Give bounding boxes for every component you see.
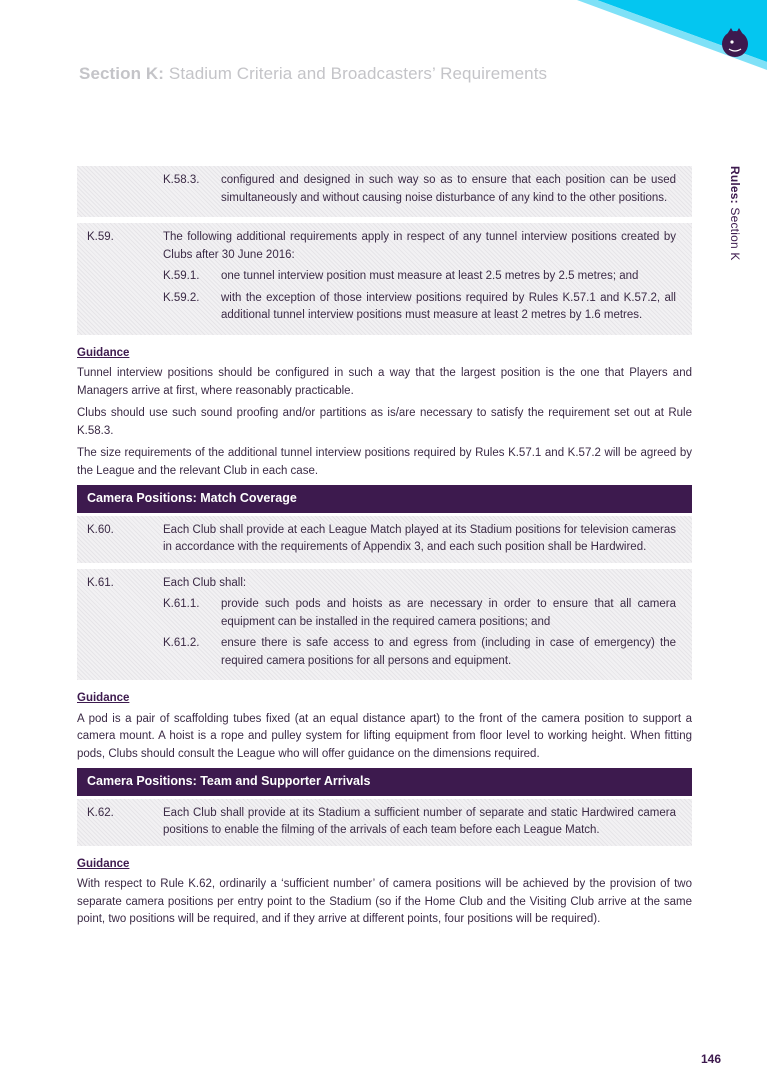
rule-block-k61 (77, 569, 692, 681)
rule-k62 (87, 805, 676, 840)
rule-row (87, 172, 676, 211)
rule-number: K.58.3. (163, 174, 200, 186)
rule-block-k62 (77, 799, 692, 846)
guidance-heading: Guidance (77, 346, 130, 359)
side-label-bold: Rules: (728, 166, 742, 204)
page-number: 146 (701, 1052, 722, 1066)
guidance-heading: Guidance (77, 692, 130, 704)
guidance-heading: Guidance (77, 857, 130, 870)
sub-rule-k61-1 (163, 596, 676, 631)
guidance-paragraph: A pod is a pair of scaffolding tubes fixed (at an equal distance apart) to the front of the camera position to support a camera mount. A hoist is a rope and pulley system for lifting equipment from floor level to working height. When fitting pods, Clubs should consult the League who will offer guidance on the dimensions required. (77, 712, 692, 760)
rule-block-k60 (77, 516, 692, 563)
sub-rule-k59-2 (163, 290, 676, 325)
section-title (79, 64, 547, 84)
rule-number: K.60. (87, 523, 114, 536)
rule-text: ensure there is safe access to and egress from (including in case of emergency) the required camera positions for all persons and equipment. (221, 637, 676, 667)
rule-number: K.59. (87, 231, 114, 243)
side-label-rest: Section K (728, 203, 742, 261)
guidance-paragraph: Clubs should use such sound proofing and/or partitions as is/are necessary to satisfy the requirement set out at Rule K.58.3. (77, 407, 692, 437)
rule-number: K.62. (87, 806, 114, 819)
rule-text: Each Club shall: (163, 576, 247, 589)
rule-text: one tunnel interview position must measure at least 2.5 metres by 2.5 metres; and (221, 270, 639, 282)
sub-rule-k59-1 (163, 268, 676, 286)
side-label (728, 166, 742, 261)
section-bar-match-coverage: Camera Positions: Match Coverage (77, 485, 692, 513)
guidance-paragraph: The size requirements of the additional tunnel interview positions required by Rules K.57.1 and K.57.2 will be agreed by the League and the relevant Club in each case. (77, 447, 692, 477)
guidance-paragraph: Tunnel interview positions should be configured in such a way that the largest position is the one that Players and Managers arrive at first, where reasonably practicable. (77, 367, 692, 397)
section-bar-arrivals: Camera Positions: Team and Supporter Arrivals (77, 768, 692, 796)
rule-text: with the exception of those interview positions required by Rules K.57.1 and K.57.2, all additional tunnel interview positions must measure at least 2 metres by 1.6 metres. (221, 291, 676, 321)
rule-block-k58-3 (77, 166, 692, 217)
rule-k59 (87, 229, 676, 329)
rule-text: Each Club shall provide at each League Match played at its Stadium positions for television cameras in accordance with the requirements of Appendix 3, and each such position shall be Hardwired. (163, 523, 676, 553)
rule-number: K.61. (87, 576, 114, 589)
rule-text: Each Club shall provide at its Stadium a sufficient number of separate and static Hardwired camera positions to enable the filming of the arrivals of each team before each League Match. (163, 806, 676, 836)
corner-banner (567, 0, 767, 90)
section-prefix: Section K: (79, 64, 165, 83)
section-title-text: Stadium Criteria and Broadcasters’ Requirements (164, 64, 548, 83)
sub-rule-k61-2 (163, 635, 676, 670)
rule-text: The following additional requirements apply in respect of any tunnel interview positions created by Clubs after 30 June 2016: (163, 231, 676, 261)
main-content (77, 166, 692, 934)
rule-number: K.61.1. (163, 598, 200, 610)
rule-number: K.59.1. (163, 270, 200, 282)
guidance-paragraph: With respect to Rule K.62, ordinarily a ‘sufficient number’ of camera positions will be achieved by the provision of two separate camera positions per entry point to the Stadium (so if the Home Club and the Visiting Club arrive at the same point, two positions will be required, and if they arrive at different points, four positions will be required). (77, 878, 692, 925)
rule-k61 (87, 575, 676, 675)
rule-number: K.61.2. (163, 637, 200, 649)
rule-block-k59 (77, 223, 692, 335)
rule-text: configured and designed in such way so as to ensure that each position can be used simultaneously and without causing noise disturbance of any kind to the other positions. (221, 174, 676, 204)
sub-rule-k58-3 (163, 172, 676, 207)
rule-text: provide such pods and hoists as are necessary in order to ensure that all camera equipment can be installed in the required camera positions; and (221, 598, 676, 628)
rule-k60 (87, 522, 676, 557)
rule-number: K.59.2. (163, 291, 200, 304)
